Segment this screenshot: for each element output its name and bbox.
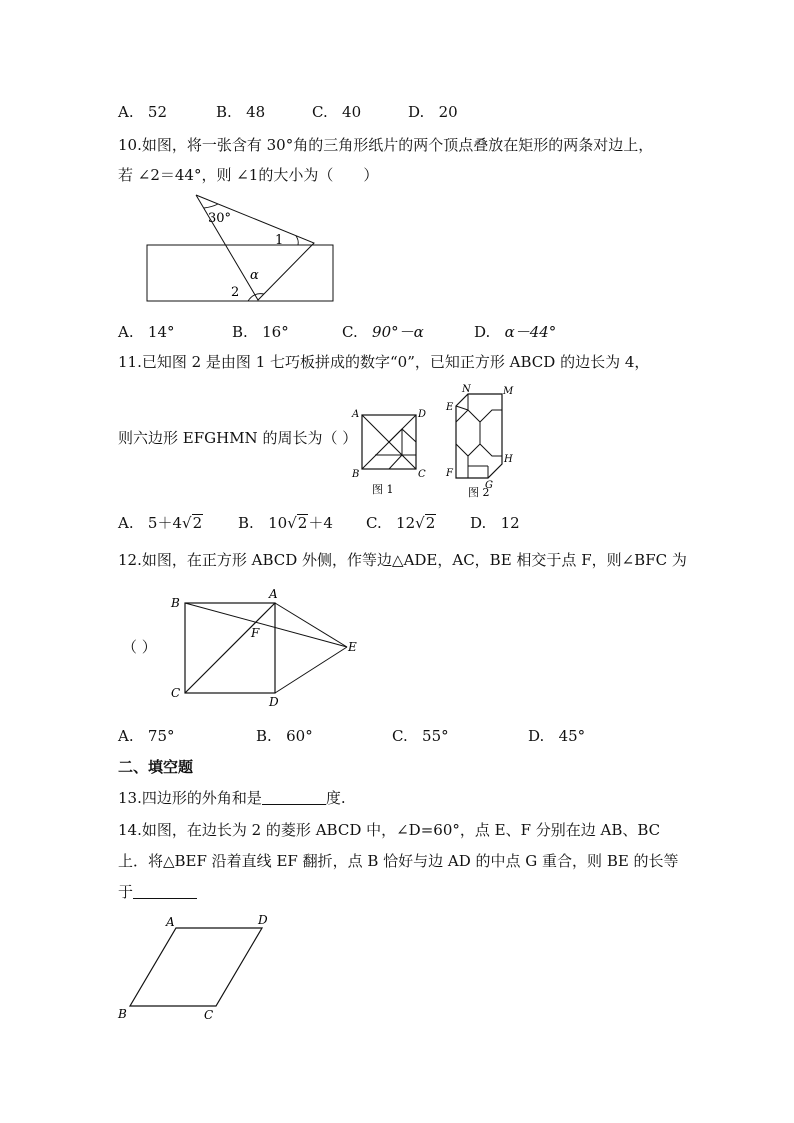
q10-figure [140,192,340,307]
q14-label-D: D [258,913,268,927]
q11-stem-line2: 则六边形 EFGHMN 的周长为（ ） [118,429,358,447]
q14-label-A: A [166,915,175,929]
q11-option-a: A. 5＋4√2 [118,514,203,532]
q11-fig1-D: D [418,409,427,420]
q13-stem: 13.四边形的外角和是 度. [118,789,346,807]
q11-fig2-F: F [446,468,453,479]
q12-diagonal-ac [185,603,275,693]
q10-label-1: 1 [275,233,284,248]
q10-angle-1-arc [296,236,298,245]
q14-answer-blank[interactable] [133,884,197,899]
q12-label-C: C [171,686,181,700]
q10-angle-30-arc [204,204,218,208]
q12-label-A: A [269,587,278,601]
q13-answer-blank[interactable] [262,790,326,805]
q12-line-de [275,647,347,693]
q9-option-d: D. 20 [408,103,458,121]
q12-option-a: A. 75° [118,727,175,745]
q12-label-D: D [269,695,279,709]
q11-stem-line1: 11.已知图 2 是由图 1 七巧板拼成的数字“0”，已知正方形 ABCD 的边长为 4， [118,353,650,371]
q10-label-30: 30° [208,211,232,226]
section-title: 二、填空题 [118,758,194,776]
q12-label-E: E [348,640,357,654]
q14-figure [112,910,282,1025]
q11-fig1-caption: 图 1 [372,483,394,496]
q12-option-b: B. 60° [256,727,313,745]
q10-option-c: C. 90°－α [342,323,424,341]
q10-label-alpha: α [250,268,259,283]
q12-label-B: B [171,596,180,610]
q10-rectangle [147,245,333,301]
q11-fig1-C: C [418,469,426,480]
q9-option-c: C. 40 [312,103,362,121]
q11-fig2-H: H [504,454,513,465]
q12-option-d: D. 45° [528,727,586,745]
q14-label-B: B [118,1007,127,1021]
q11-fig2-outline [456,394,502,478]
q14-stem-line1: 14.如图，在边长为 2 的菱形 ABCD 中，∠D=60°，点 E、F 分别在边 AB、BC [118,821,661,839]
q11-option-c: C. 12√2 [366,514,436,532]
q10-option-b: B. 16° [232,323,289,341]
q11-figure-1 [350,405,430,500]
q12-label-F: F [251,626,260,640]
q10-stem-line2: 若 ∠2＝44°，则 ∠1的大小为（ ） [118,166,379,184]
q14-rhombus [130,928,262,1006]
q11-fig2-G: G [485,480,493,491]
q12-paren: （ ） [122,638,157,656]
q14-stem-line2: 上．将△BEF 沿着直线 EF 翻折，点 B 恰好与边 AD 的中点 G 重合，则 BE 的长等 [118,852,679,870]
q12-option-c: C. 55° [392,727,449,745]
q9-option-b: B. 48 [216,103,266,121]
q11-option-d: D. 12 [470,514,520,532]
q12-line-be [185,603,347,647]
q10-option-d: D. α－44° [474,323,557,341]
q10-option-a: A. 14° [118,323,175,341]
q11-figure-2 [440,382,525,500]
q9-option-a: A. 52 [118,103,168,121]
q11-fig1-B: B [352,469,360,480]
q11-fig1-A: A [352,409,360,420]
q12-stem-line1: 12.如图，在正方形 ABCD 外侧，作等边△ADE，AC，BE 相交于点 F，则∠BFC 为 [118,551,687,569]
q11-fig2-E: E [446,402,454,413]
q11-fig2-N: N [462,384,471,395]
q14-stem-line3: 于 [118,882,197,902]
q12-figure [165,585,365,710]
q11-option-b: B. 10√2＋4 [238,514,333,532]
q10-stem-line1: 10.如图，将一张含有 30°角的三角形纸片的两个顶点叠放在矩形的两条对边上， [118,136,654,154]
q12-line-ae [275,603,347,647]
q14-label-C: C [204,1008,214,1022]
q11-fig2-M: M [503,386,514,397]
q10-label-2: 2 [231,285,240,300]
q11-fig2-caption: 图 2 [468,486,490,499]
